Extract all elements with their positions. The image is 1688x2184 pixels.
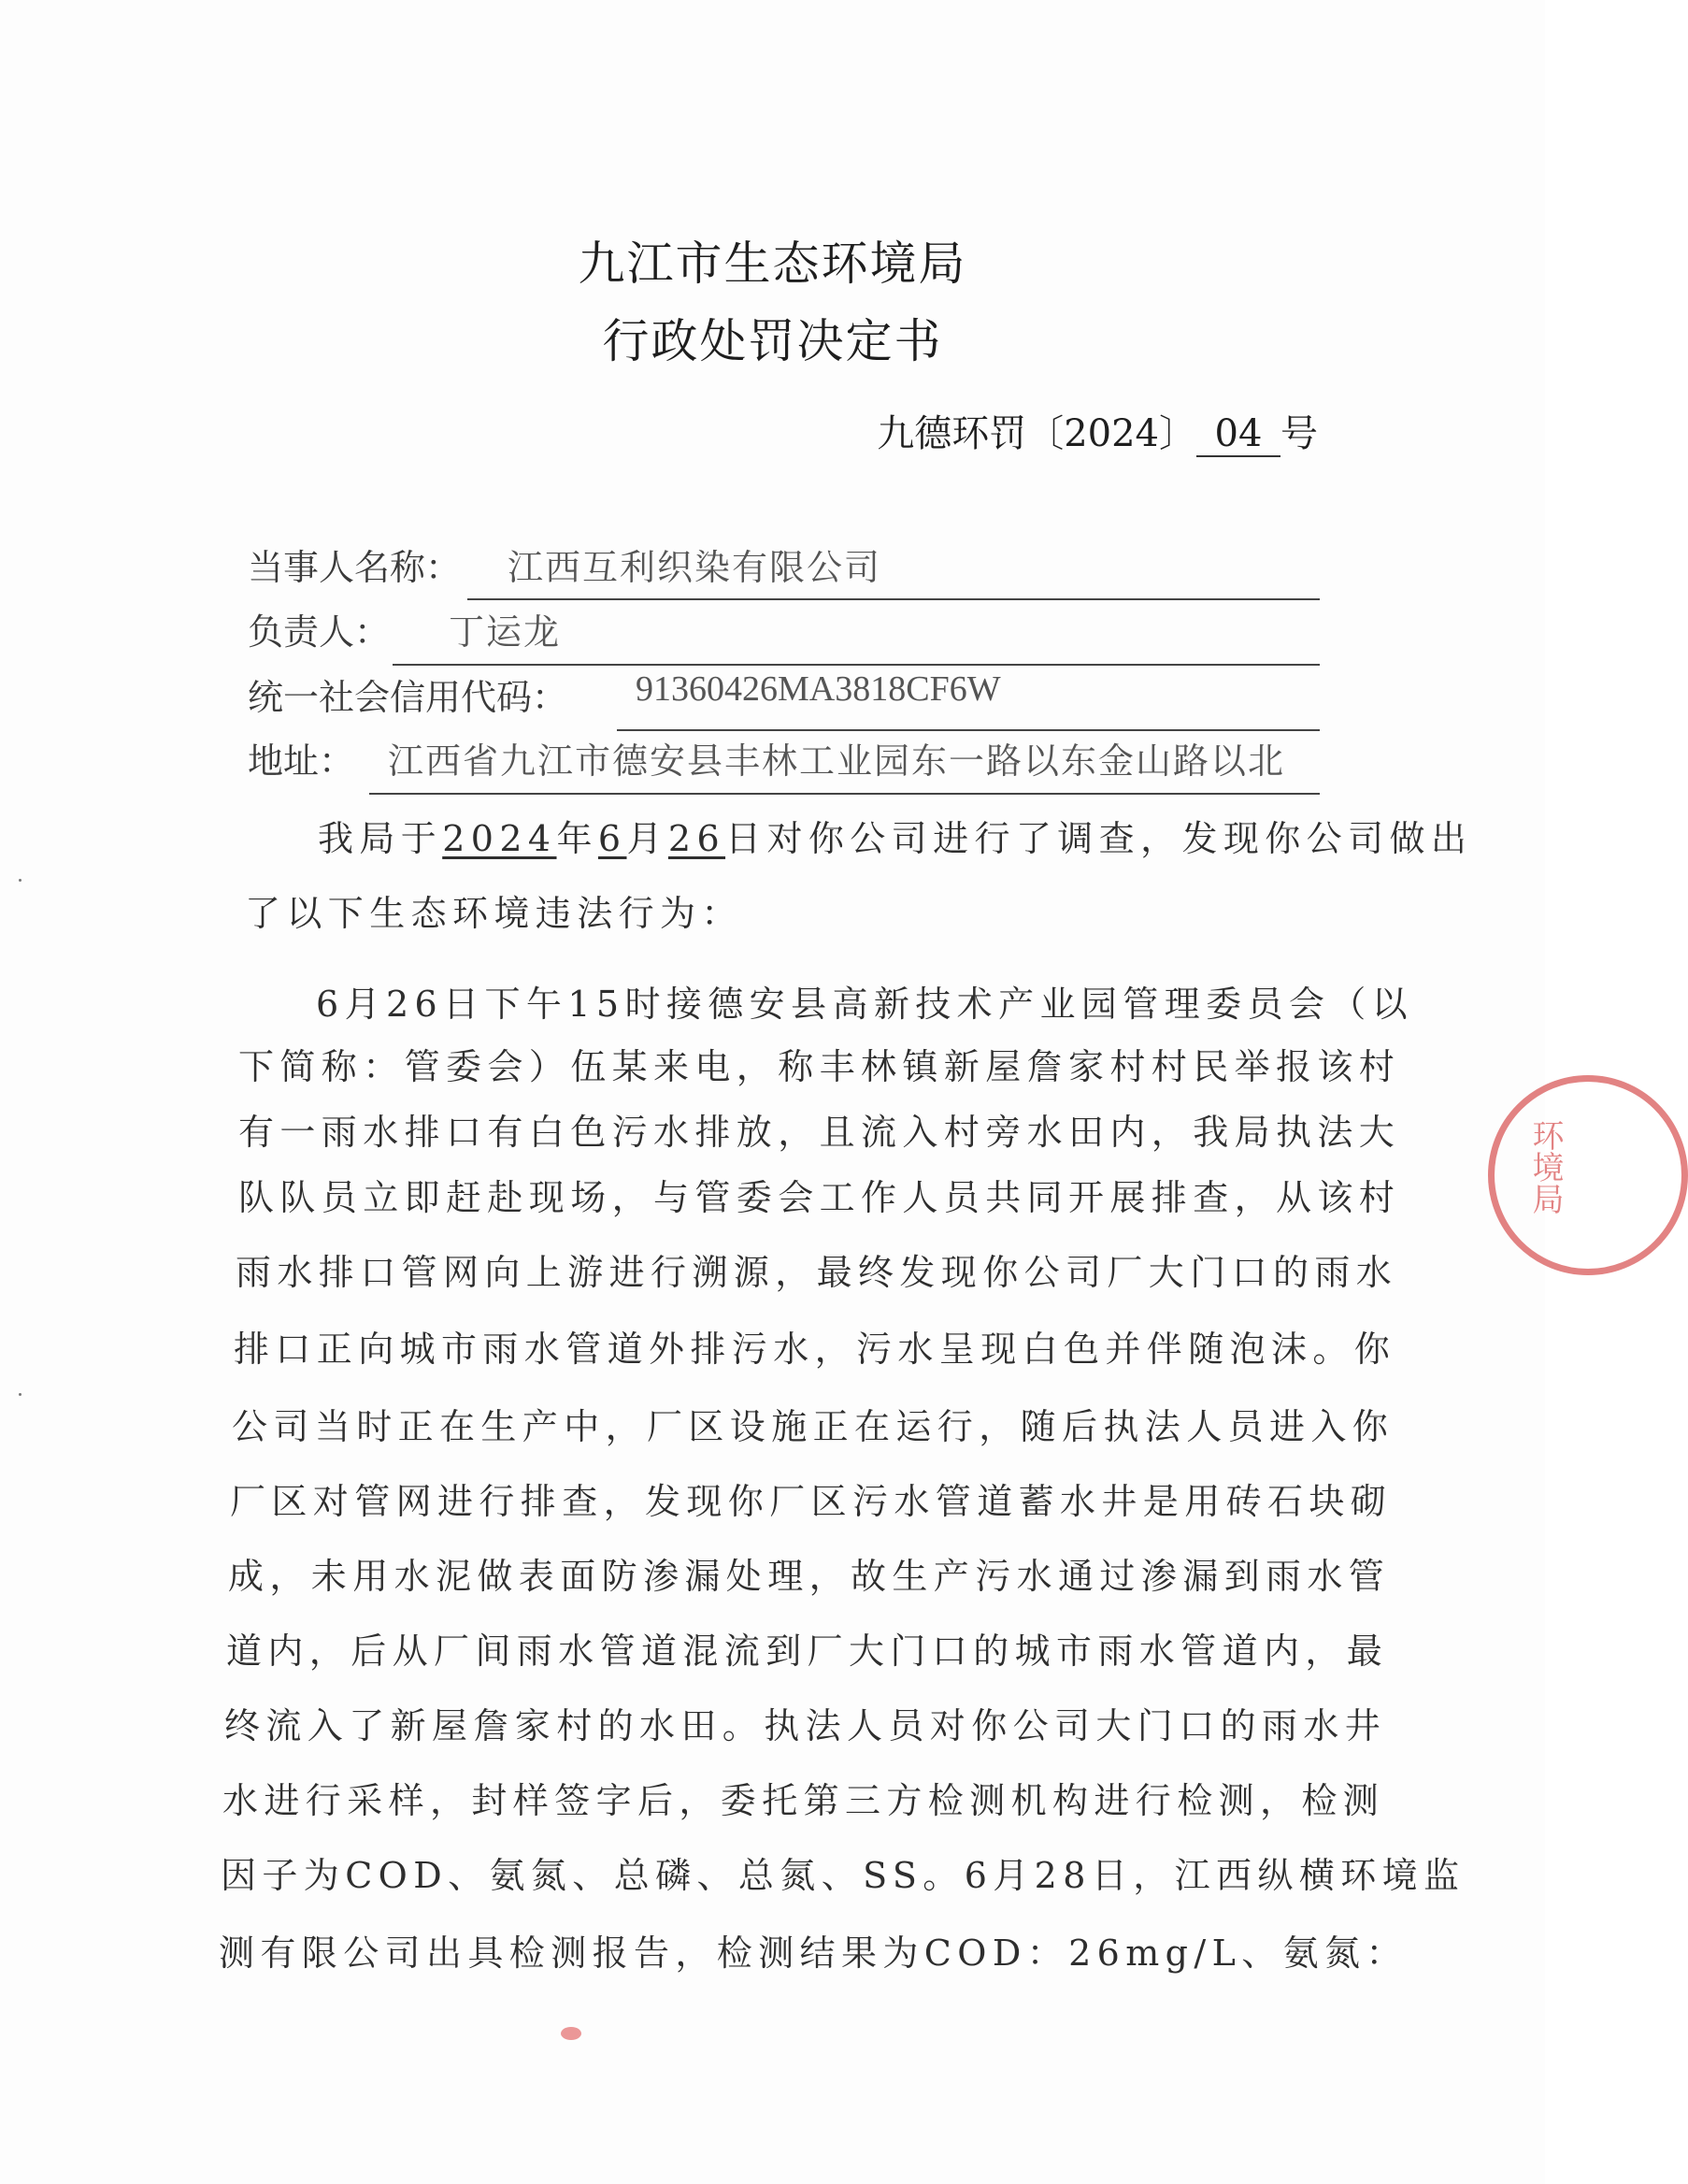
address-field [248, 732, 1286, 783]
body-line: 厂区对管网进行排查，发现你厂区污水管道蓄水井是用砖石块砌 [230, 1481, 1393, 1522]
body-line: 6月26日下午15时接德安县高新技术产业园管理委员会（以 [316, 984, 1414, 1025]
investigation-month: 6 [597, 818, 627, 859]
document-number-prefix: 九德环罚〔2024〕 [877, 412, 1196, 455]
credit-code-value: 91360426MA3818CF6W [636, 669, 1001, 709]
scan-dot [19, 1393, 21, 1396]
responsible-person-underline [393, 664, 1320, 666]
official-seal [1488, 1075, 1688, 1275]
body-line: 测有限公司出具检测报告，检测结果为COD：26mg/L、氨氮： [219, 1933, 1408, 1974]
party-name-underline [467, 598, 1320, 600]
body-line: 下简称：管委会）伍某来电，称丰林镇新屋詹家村村民举报该村 [238, 1046, 1401, 1087]
party-name-field [248, 539, 882, 590]
body-line: 公司当时正在生产中，厂区设施正在运行，随后执法人员进入你 [232, 1406, 1395, 1447]
intro-line-2: 了以下生态环境违法行为： [245, 893, 743, 934]
body-line: 队队员立即赶赴现场，与管委会工作人员共同开展排查，从该村 [238, 1177, 1401, 1218]
responsible-person-label: 负责人： [248, 611, 391, 653]
document-number-suffix: 号 [1280, 412, 1318, 455]
body-line: 因子为COD、氨氮、总磷、总氮、SS。6月28日，江西纵横环境监 [221, 1855, 1466, 1896]
address-label: 地址： [248, 740, 355, 782]
body-line: 有一雨水排口有白色污水排放，且流入村旁水田内，我局执法大 [238, 1112, 1401, 1153]
credit-code-underline [617, 729, 1320, 731]
party-name-label: 当事人名称： [248, 547, 462, 588]
investigation-day: 26 [667, 818, 726, 859]
red-ink-speck [561, 2027, 581, 2040]
address-value: 江西省九江市德安县丰林工业园东一路以东金山路以北 [388, 740, 1286, 782]
document-number-value: 04 [1196, 412, 1280, 457]
official-seal-text: 环境局 [1526, 1119, 1564, 1214]
credit-code-label: 统一社会信用代码： [248, 677, 568, 718]
body-line: 雨水排口管网向上游进行溯源，最终发现你公司厂大门口的雨水 [236, 1252, 1398, 1293]
responsible-person-value: 丁运龙 [449, 611, 562, 653]
document-title-type: 行政处罚决定书 [602, 314, 943, 368]
intro-line-1: 我局于2024年6月26日对你公司进行了调查，发现你公司做出 [318, 818, 1473, 859]
body-line: 道内，后从厂间雨水管道混流到厂大门口的城市雨水管道内，最 [226, 1631, 1389, 1672]
address-underline [369, 793, 1320, 795]
responsible-person-field [248, 603, 562, 654]
body-line: 排口正向城市雨水管道外排污水，污水呈现白色并伴随泡沫。你 [234, 1329, 1396, 1370]
credit-code-field [248, 668, 1001, 720]
party-name-value: 江西互利织染有限公司 [508, 547, 882, 588]
scan-dot [19, 879, 21, 882]
body-line: 水进行采样，封样签字后，委托第三方检测机构进行检测，检测 [222, 1780, 1385, 1821]
body-line: 终流入了新屋詹家村的水田。执法人员对你公司大门口的雨水井 [224, 1705, 1387, 1746]
body-line: 成，未用水泥做表面防渗漏处理，故生产污水通过渗漏到雨水管 [228, 1556, 1391, 1597]
investigation-year: 2024 [442, 818, 557, 859]
document-title-agency: 九江市生态环境局 [578, 237, 967, 291]
document-number [877, 404, 1318, 457]
